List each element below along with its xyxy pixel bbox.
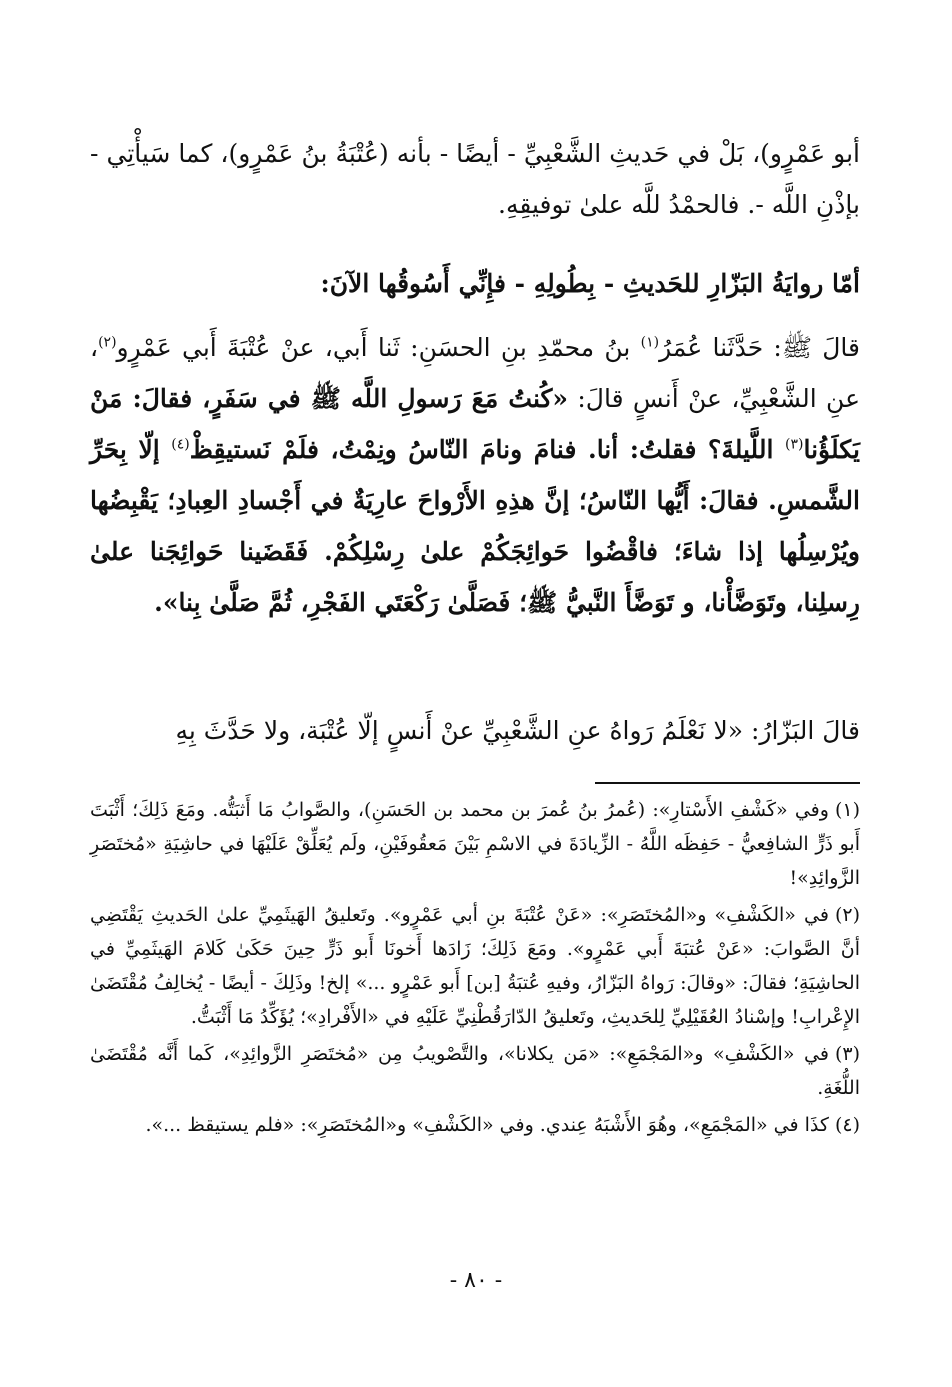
footnote-number: (٢): [834, 904, 860, 926]
body-paragraph-1: أبو عَمْرٍو)، بَلْ في حَديثِ الشَّعْبِيِّ - أيضًا - بأنه (عُتْبَةُ بنُ عَمْرٍو)، كما سَيأْتِي - بإذْنِ اللَّه -. فالحمْدُ للَّه علىٰ توفيقِهِ.: [90, 139, 860, 219]
footnote-ref-2: (٢): [98, 334, 117, 351]
page-number: - ٨٠ -: [449, 1268, 503, 1293]
footnote-number: (٣): [834, 1043, 860, 1065]
footnote-4: [90, 1108, 860, 1142]
footnote-2: [90, 898, 860, 1034]
footnote-number: (١): [834, 799, 860, 821]
footnote-ref-1: (١): [640, 334, 660, 351]
body-paragraph-3-hadith: [90, 322, 860, 628]
footnote-1: [90, 793, 860, 895]
footnote-text: وفي «كَشْفِ الأَسْتارِ»: (عُمرُ بنُ عُمرَ بن محمد بن الحَسَنِ)، والصَّوابُ مَا أَثبَتُّه. ومَعَ ذَلِكَ؛ أَثْبَتَ أَبو ذَرٍّ الشافِعيُّ - حَفِظَه اللَّهُ - الزِّيادَةَ في الاسْمِ بَيْنَ مَعقُوفَيْنِ، ولَم يُعَلِّقْ عَلَيْهَا في حاشِيَةِ «مُختَصَرِ الزَّوائِدِ»!: [90, 799, 860, 889]
footnote-text: في «الكَشْفِ» و«المَجْمَعِ»: «مَن يكلانا»، والتَّصْويبُ مِن «مُختَصَرِ الزَّوائِدِ»، كَما أَنَّه مُقْتَضَىٰ اللُّغَةِ.: [90, 1043, 860, 1099]
body-paragraph-4: [90, 705, 860, 756]
footnote-ref-3: (٣): [784, 436, 804, 453]
bazzar-intro: قالَ البَزّارُ:: [743, 716, 860, 745]
footnote-3: [90, 1037, 860, 1105]
footnotes-section: [90, 793, 860, 1145]
hadith-isnad-3: ، عنِ الشَّعْبِيِّ، عنْ أَنسٍ قالَ:: [90, 333, 861, 413]
footnote-ref-4: (٤): [171, 436, 190, 453]
hadith-matn-1: «كُنتُ مَعَ رَسولِ اللَّه ﷺ في سَفَرٍ، فقالَ: مَنْ يَكلَؤُنا: [90, 384, 860, 464]
hadith-matn-2: اللَّيلةَ؟ فقلتُ: أنا. فنامَ ونامَ النّاسُ ونِمْتُ، فلَمْ نَستيقِظْ: [189, 435, 785, 464]
footnote-text: في «الكَشْفِ» و«المُختَصَرِ»: «عَنْ عُتْبَةَ بنِ أبي عَمْرٍو». وتَعليقُ الهَيثَمِيِّ علىٰ الحَديثِ يَقْتَضِي أنَّ الصَّوابَ: «عَنْ عُتبَةَ أَبي عَمْرٍو». ومَعَ ذَلِكَ؛ زَادَها أَخونَا أَبو ذَرٍّ حِينَ حَكَىٰ كَلامَ الهَيثَمِيِّ في الحاشِيَةِ؛ فقالَ: «وقالَ: رَواهُ البَزّارُ، وفيهِ عُتبَةُ [بن] أَبو عَمْرٍو ...» إلخ! وذَلِكَ - أيضًا - يُخالِفُ مُقْتَضَىٰ الإِعْرابِ! وإسْنادُ العُقَيْلِيِّ لِلحَديثِ، وتَعليقُ الدّارَقُطْنِيِّ عَلَيْهِ في «الأَفْرادِ»؛ يُؤَكِّدُ مَا أَثْبَتُّ.: [90, 904, 860, 1028]
bazzar-quote: «لا نَعْلَمُ رَواهُ عنِ الشَّعْبِيِّ عنْ أَنسٍ إلّا عُتْبَة، ولا حَدَّثَ بِهِ: [175, 716, 744, 745]
hadith-matn-3: إلّا بِحَرِّ الشَّمسِ. فقالَ: أَيُّها النّاسُ؛ إنَّ هذِهِ الأَرْواحَ عارِيَةٌ في أَجْسادِ العِبادِ؛ يَقْبِضُها ويُرْسِلُها إذا شاءَ؛ فاقْضُوا حَوائِجَكُمْ علىٰ رِسْلِكُمْ. فَقَضَينا حَوائِجَنا علىٰ رِسلِنا، وتَوَضَّأْنا، و تَوَضَّأَ النَّبيُّ ﷺ؛ فَصَلَّىٰ رَكْعَتَي الفَجْرِ، ثُمَّ صَلَّىٰ بِنا».: [90, 435, 860, 617]
hadith-isnad-1: قالَ ﷺ: حَدَّثَنا عُمَرُ: [659, 333, 860, 362]
footnote-separator-rule: [595, 782, 860, 784]
footnote-number: (٤): [834, 1114, 860, 1136]
footnote-text: كذَا في «المَجْمَعِ»، وهُوَ الأَشْبَهُ عِندي. وفي «الكَشْفِ» و«المُختَصَرِ»: «فلم يستيقظ ...».: [145, 1114, 829, 1136]
body-paragraph-2-heading: أمّا روايَةُ البَزّارِ للحَديثِ - بِطُولِهِ - فإِنِّي أَسُوقُها الآنَ:: [320, 269, 860, 298]
hadith-isnad-2: بنُ محمّدِ بنِ الحسَنِ: ثَنا أَبي، عنْ عُتْبَةَ أَبي عَمْرٍو: [116, 333, 641, 362]
